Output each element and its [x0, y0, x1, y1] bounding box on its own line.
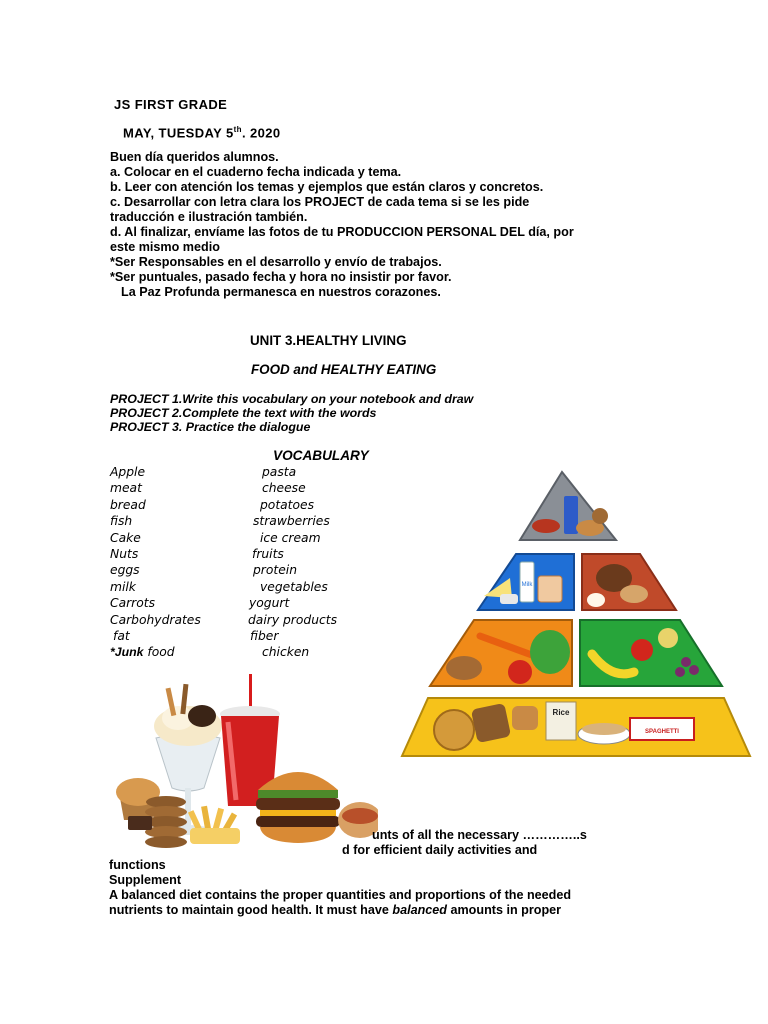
vocab-word: Apple: [110, 465, 146, 479]
vocab-word-junk: [110, 644, 201, 660]
lower-line-emphasis: balanced: [392, 903, 447, 917]
junk-rest: food: [143, 645, 175, 660]
junk-label: *Junk: [110, 645, 144, 660]
vocab-word: fruits: [252, 547, 284, 562]
date-main: MAY, TUESDAY 5: [123, 125, 234, 141]
vocab-word: strawberries: [253, 514, 330, 529]
pyramid-fruit-tier: [580, 620, 722, 686]
vocab-word: fish: [110, 514, 133, 529]
date-year: . 2020: [241, 125, 281, 141]
vocab-word: chicken: [262, 645, 310, 660]
vocab-word: Cake: [110, 530, 141, 545]
instructions-block: [110, 150, 670, 300]
vocabulary-title: VOCABULARY: [273, 448, 369, 463]
pyramid-vegetables-tier: [430, 620, 572, 686]
project-item: PROJECT 1.Write this vocabulary on your notebook and draw: [110, 392, 474, 406]
lower-line-part: nutrients to maintain good health. It must have: [109, 903, 393, 917]
pyramid-meat-tier: [582, 554, 676, 610]
vocab-word: Carbohydrates: [110, 612, 201, 627]
lower-text-block: [109, 828, 629, 918]
vocab-word: eggs: [110, 563, 140, 578]
unit-title: UNIT 3.HEALTHY LIVING: [250, 333, 407, 348]
instruction-line: b. Leer con atención los temas y ejemplos que están claros y concretos.: [110, 180, 544, 194]
vocab-word: potatoes: [260, 497, 315, 512]
date-suffix: th: [233, 125, 242, 134]
milk-carton-label: Milk: [521, 582, 533, 588]
rice-box-label: Rice: [552, 708, 570, 717]
instruction-line: *Ser Responsables en el desarrollo y envío de trabajos.: [110, 255, 442, 269]
vocab-word: Carrots: [110, 596, 155, 611]
vocab-word: protein: [253, 563, 297, 578]
vocab-word: dairy products: [248, 612, 337, 627]
lower-line: unts of all the necessary …………..s: [372, 828, 587, 842]
pyramid-sweets-tier: [520, 472, 616, 540]
lower-line: d for efficient daily activities and: [342, 843, 538, 857]
vocab-word: pasta: [262, 465, 297, 479]
vocab-word: fat: [113, 629, 130, 644]
vocab-word: bread: [110, 497, 146, 512]
vocab-word: Nuts: [110, 547, 139, 562]
projects-list: [110, 392, 473, 434]
vocab-word: yogurt: [249, 596, 290, 611]
instruction-line: d. Al finalizar, envíame las fotos de tu PRODUCCION PERSONAL DEL día, por: [110, 225, 574, 239]
pyramid-grains-tier: [402, 698, 750, 756]
project-item: PROJECT 2.Complete the text with the words: [110, 406, 377, 420]
vocabulary-right-column: [248, 464, 337, 661]
instruction-line: Buen día queridos alumnos.: [110, 150, 279, 164]
vocab-word: milk: [110, 579, 136, 594]
instruction-line: *Ser puntuales, pasado fecha y hora no insistir por favor.: [110, 270, 452, 284]
instruction-line: traducción e ilustración también.: [110, 210, 308, 224]
pyramid-dairy-tier: [478, 554, 574, 610]
lower-line: functions: [109, 858, 166, 872]
unit-subtitle: FOOD and HEALTHY EATING: [251, 362, 437, 377]
instruction-line: este mismo medio: [110, 240, 220, 254]
lower-line-part: amounts in proper: [446, 903, 562, 917]
vocab-word: vegetables: [260, 579, 328, 594]
grade-heading: JS FIRST GRADE: [114, 97, 228, 112]
lower-line: [109, 903, 629, 918]
food-pyramid-image: [400, 466, 752, 760]
instruction-line: c. Desarrollar con letra clara los PROJECT de cada tema si se les pide: [110, 195, 530, 209]
vocab-word: cheese: [262, 481, 306, 496]
vocab-word: meat: [110, 481, 142, 496]
vocab-word: ice cream: [260, 530, 321, 545]
project-item: PROJECT 3. Practice the dialogue: [110, 420, 311, 434]
date-heading: [123, 125, 281, 140]
lower-line: A balanced diet contains the proper quantities and proportions of the needed: [109, 888, 572, 902]
spaghetti-box-label: SPAGHETTI: [645, 729, 679, 735]
vocab-word: fiber: [250, 629, 279, 644]
vocabulary-left-column: [110, 464, 201, 661]
supplement-heading: Supplement: [109, 873, 182, 887]
instruction-line: La Paz Profunda permanesca en nuestros corazones.: [121, 285, 441, 299]
instruction-line: a. Colocar en el cuaderno fecha indicada y tema.: [110, 165, 402, 179]
